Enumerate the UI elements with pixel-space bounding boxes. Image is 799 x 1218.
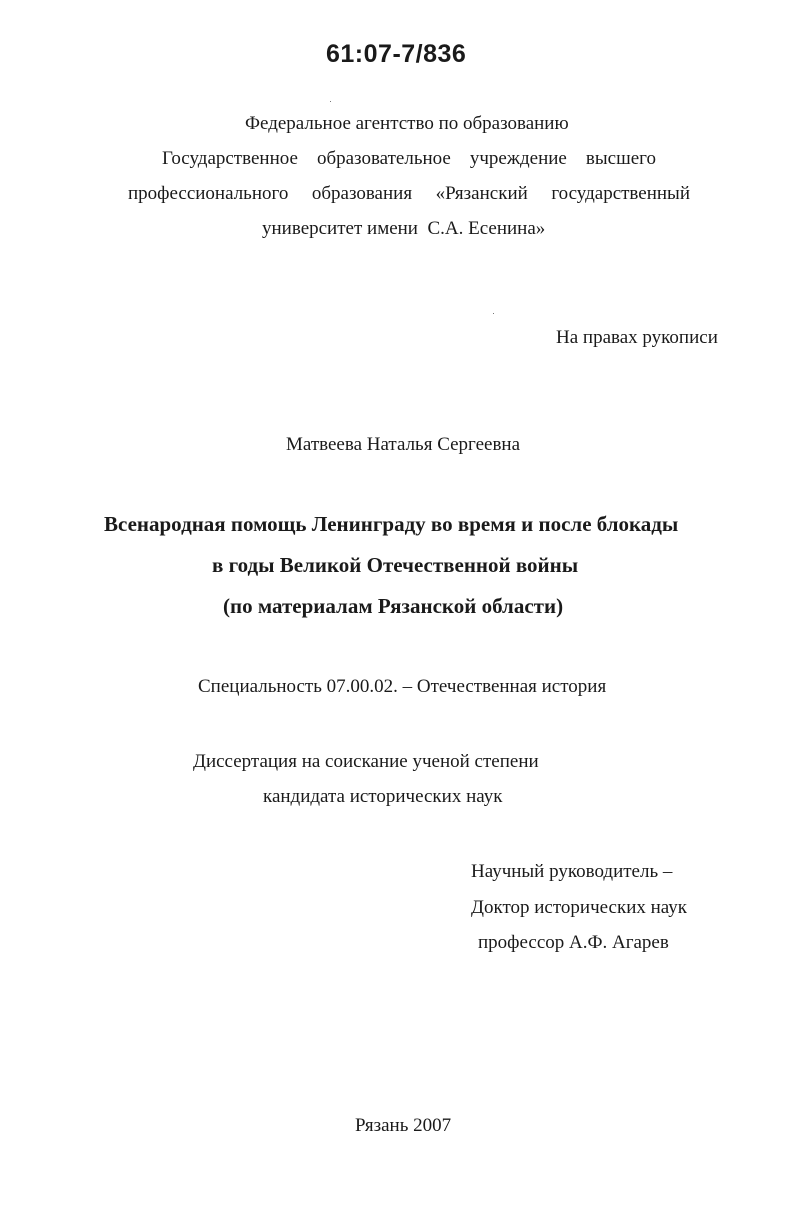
institution-line-2 bbox=[162, 148, 656, 170]
institution-line-2-word: учреждение bbox=[469, 148, 567, 169]
scan-speck bbox=[330, 101, 331, 102]
institution-line-3-word: «Рязанский bbox=[435, 183, 528, 204]
institution-line-2-word: образовательное bbox=[316, 148, 451, 169]
degree-line-2: кандидата исторических наук bbox=[263, 786, 503, 807]
dissertation-title-line-1: Всенародная помощь Ленинграду во время и после блокады bbox=[104, 512, 679, 536]
scan-speck bbox=[493, 313, 494, 314]
degree-line-1: Диссертация на соискание ученой степени bbox=[193, 751, 539, 772]
institution-line-3-word: образования bbox=[311, 183, 413, 204]
dissertation-title-line-3: (по материалам Рязанской области) bbox=[223, 594, 564, 618]
dissertation-title-line-2: в годы Великой Отечественной войны bbox=[212, 553, 579, 577]
institution-line-2-word: Государственное bbox=[162, 148, 298, 169]
institution-line-3-word: государственный bbox=[551, 183, 690, 204]
author-name: Матвеева Наталья Сергеевна bbox=[286, 434, 521, 455]
institution-line-3-word: профессионального bbox=[128, 183, 289, 204]
supervisor-line-2: Доктор исторических наук bbox=[471, 897, 687, 918]
institution-line-1: Федеральное агентство по образованию bbox=[245, 113, 569, 134]
supervisor-line-1: Научный руководитель – bbox=[471, 861, 673, 882]
supervisor-line-3: профессор А.Ф. Агарев bbox=[478, 932, 669, 953]
archive-code: 61:07-7/836 bbox=[326, 40, 467, 68]
specialty: Специальность 07.00.02. – Отечественная история bbox=[198, 676, 607, 697]
institution-line-3 bbox=[128, 183, 690, 205]
institution-line-4: университет имени С.А. Есенина» bbox=[262, 218, 546, 239]
institution-line-2-word: высшего bbox=[585, 148, 656, 169]
place-year: Рязань 2007 bbox=[355, 1115, 452, 1136]
manuscript-note: На правах рукописи bbox=[556, 327, 718, 348]
